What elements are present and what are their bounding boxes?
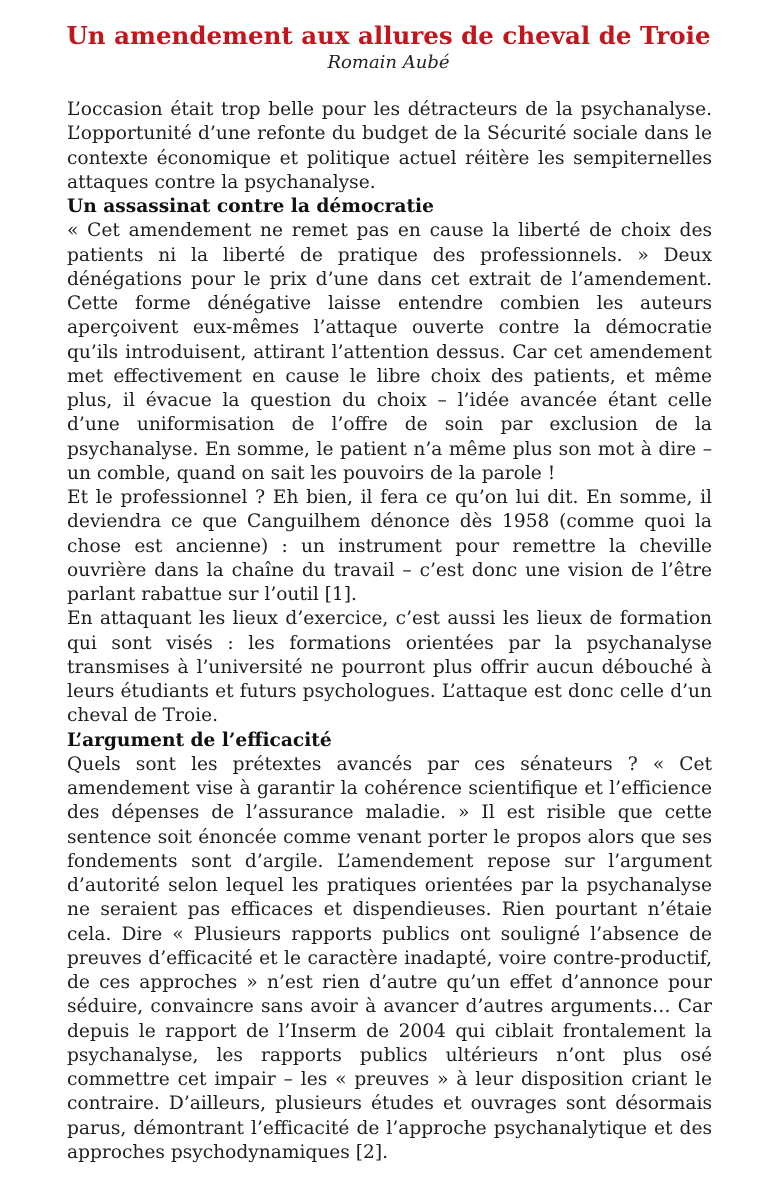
section-heading-efficacite: L’argument de l’efficacité (67, 729, 332, 751)
paragraph-pretextes: Quels sont les prétextes avancés par ces sénateurs ? « Cet amendement vise à garantir la cohérence scientifique et l’efficience des dépenses de l’assurance maladie. » Il est risible que cette sentence soit énoncée comme venant porter le propos alors que ses fondements sont d’argile. L’amendement repose sur l’argument d’autorité selon lequel les pratiques orientées par la psychanalyse ne seraient pas efficaces et dispendieuses. Rien pourtant n’étaie cela. Dire « Plusieurs rapports publics ont souligné l’absence de preuves d’efficacité et le caractère inadapté, voire contre-productif, de ces approches » n’est rien d’autre qu’un effet d’annonce pour séduire, convaincre sans avoir à avancer d’autres arguments… Car depuis le rapport de l’Inserm de 2004 qui ciblait frontalement la psychanalyse, les rapports publics ultérieurs n’ont plus osé commettre cet impair – les « preuves » à leur disposition criant le contraire. D’ailleurs, plusieurs études et ouvrages sont désormais parus, démontrant l’efficacité de l’approche psychanalytique et des approches psychodynamiques [2]. (67, 753, 712, 1163)
section-heading-democratie: Un assassinat contre la démocratie (67, 196, 434, 217)
article-body (67, 98, 712, 1165)
paragraph-intro: L’occasion était trop belle pour les détracteurs de la psychanalyse. L’opportunité d’une refonte du budget de la Sécurité sociale dans le contexte économique et politique actuel réitère les sempiternelles attaques contre la psychanalyse. (67, 99, 712, 193)
article-title: Un amendement aux allures de cheval de Troie (66, 21, 711, 50)
paragraph-amendement-quote: « Cet amendement ne remet pas en cause la liberté de choix des patients ni la liberté de pratique des professionnels. » Deux dénégations pour le prix d’une dans cet extrait de l’amendement. Cette forme dénégative laisse entendre combien les auteurs aperçoivent eux-mêmes l’attaque ouverte contre la démocratie qu’ils introduisent, attirant l’attention dessus. Car cet amendement met effectivement en cause le libre choix des patients, et même plus, il évacue la question du choix – l’idée avancée étant celle d’une uniformisation de l’offre de soin par exclusion de la psychanalyse. En somme, le patient n’a même plus son mot à dire – un comble, quand on sait les pouvoirs de la parole ! (67, 220, 712, 484)
paragraph-professionnel: Et le professionnel ? Eh bien, il fera ce qu’on lui dit. En somme, il deviendra ce que Canguilhem dénonce dès 1958 (comme quoi la chose est ancienne) : un instrument pour remettre la cheville ouvrière dans la chaîne du travail – c’est donc une vision de l’être parlant rabattue sur l’outil [1]. (67, 487, 712, 605)
paragraph-formation: En attaquant les lieux d’exercice, c’est aussi les lieux de formation qui sont visés : les formations orientées par la psychanalyse transmises à l’université ne pourront plus offrir aucun débouché à leurs étudiants et futurs psychologues. L’attaque est donc celle d’un cheval de Troie. (67, 608, 712, 727)
article-author: Romain Aubé (327, 52, 450, 73)
